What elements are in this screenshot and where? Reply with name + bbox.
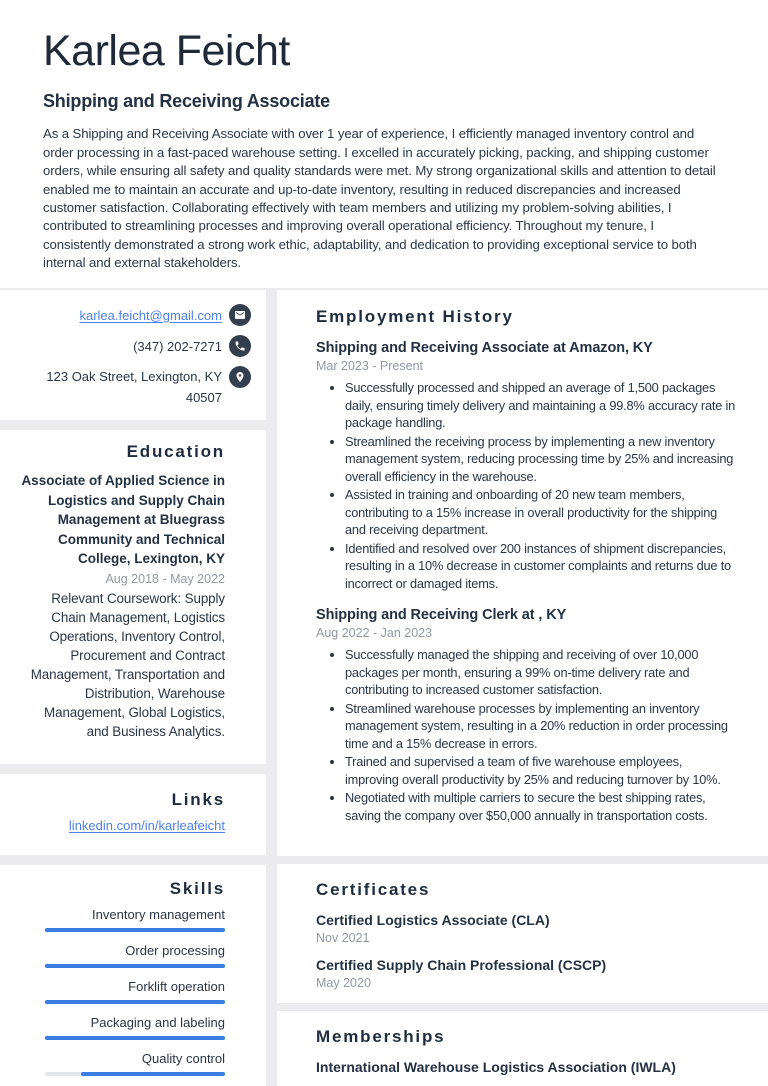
skills-section <box>0 865 266 1086</box>
resume-header <box>0 0 768 288</box>
job-bullet: • Successfully managed the shipping and receiving of over 10,000 packages per month, ensuring a 99% on-time delivery rate and contributing to increased customer satisfaction. <box>345 646 736 699</box>
education-section <box>0 430 266 764</box>
job-bullet: • Assisted in training and onboarding of 20 new team members, contributing to a 15% increase in overall productivity for the shipping and receiving department. <box>345 486 736 539</box>
job-bullet: • Trained and supervised a team of five warehouse employees, improving overall productivity by 25% and reducing turnover by 10%. <box>345 753 736 788</box>
skill-item <box>45 979 225 1004</box>
education-heading: Education <box>126 442 225 461</box>
job-title: Shipping and Receiving Associate at Amazon, KY <box>316 340 653 356</box>
memberships-section <box>277 1011 768 1086</box>
skill-item <box>45 1051 225 1076</box>
employment-section <box>277 290 768 856</box>
certificate-date: Nov 2021 <box>316 931 370 945</box>
contact-section <box>0 290 266 420</box>
job-bullet: • Negotiated with multiple carriers to secure the best shipping rates, saving the company over $50,000 annually in transportation costs. <box>345 789 736 824</box>
email-link[interactable]: karlea.feicht@gmail.com <box>79 307 222 323</box>
memberships-list <box>316 1059 736 1075</box>
profile-link[interactable]: linkedin.com/in/karleafeicht <box>68 818 225 833</box>
skill-bar <box>45 1072 225 1076</box>
certificate-entry <box>316 912 736 945</box>
skill-label: Order processing <box>125 943 225 958</box>
certificates-section <box>277 864 768 1003</box>
skill-bar-fill <box>45 928 225 932</box>
skill-bar-fill <box>45 964 225 968</box>
skill-label: Packaging and labeling <box>90 1015 225 1030</box>
phone-number: (347) 202-7271 <box>133 338 222 354</box>
sidebar <box>0 290 266 1086</box>
job-entry <box>316 340 736 592</box>
contact-row-phone <box>20 335 251 357</box>
skill-item <box>45 1015 225 1040</box>
resume-body <box>0 290 768 1086</box>
certificates-list <box>316 912 736 990</box>
envelope-icon <box>229 304 251 326</box>
links-section <box>0 774 266 855</box>
job-title: Shipping and Receiving Clerk at , KY <box>316 607 567 623</box>
phone-icon <box>229 335 251 357</box>
jobs-list <box>316 340 736 824</box>
address-line1: 123 Oak Street, Lexington, KY <box>46 369 222 384</box>
address-line2: 40507 <box>185 390 222 405</box>
certificates-heading: Certificates <box>316 880 431 899</box>
skill-bar-fill <box>45 1036 225 1040</box>
job-bullet: • Successfully processed and shipped an average of 1,500 packages daily, ensuring timely delivery and maintaining a 99.8% accuracy rate in package handling. <box>345 379 736 432</box>
membership-title: International Warehouse Logistics Association (IWLA) <box>316 1059 676 1075</box>
job-bullets <box>316 379 736 592</box>
job-entry <box>316 607 736 824</box>
skill-bar-fill <box>81 1072 225 1076</box>
skill-bar-fill <box>45 1000 225 1004</box>
job-bullet: • Streamlined warehouse processes by implementing an inventory management system, resulting in a 20% reduction in order processing time and a 15% decrease in errors. <box>345 700 736 753</box>
profile-summary: As a Shipping and Receiving Associate with over 1 year of experience, I efficiently managed inventory control and order processing in a fast-paced warehouse setting. I excelled in accurately picking, packing, and shipping customer orders, while ensuring all safety and quality standards were met. My strong organizational skills and attention to detail enabled me to maintain an accurate and up-to-date inventory, resulting in reduced discrepancies and increased customer satisfaction. Collaborating effectively with team members and utilizing my problem-solving abilities, I contributed to streamlining processes and improving overall operational efficiency. Throughout my tenure, I consistently demonstrated a strong work ethic, adaptability, and dedication to providing exceptional service to both internal and external stakeholders. <box>43 126 716 271</box>
skill-label: Inventory management <box>92 907 225 922</box>
job-dates: Mar 2023 - Present <box>316 359 423 373</box>
map-pin-icon <box>229 366 251 388</box>
education-description: Relevant Coursework: Supply Chain Management, Logistics Operations, Inventory Control, Procurement and Contract Management, Transportation and Distribution, Warehouse Management, Global Logistics, and Business Analytics. <box>30 590 225 739</box>
skill-item <box>45 943 225 968</box>
certificate-title: Certified Logistics Associate (CLA) <box>316 912 550 928</box>
links-heading: Links <box>171 790 225 809</box>
main-column <box>277 290 768 1086</box>
job-dates: Aug 2022 - Jan 2023 <box>316 626 433 640</box>
skill-bar <box>45 1000 225 1004</box>
skill-label: Forklift operation <box>128 979 225 994</box>
job-bullet: • Streamlined the receiving process by implementing a new inventory management system, reducing processing time by 25% and increasing overall efficiency in the warehouse. <box>345 433 736 486</box>
employment-heading: Employment History <box>316 307 514 326</box>
skills-list <box>45 907 225 1076</box>
links-list <box>20 817 225 835</box>
skill-label: Quality control <box>141 1051 225 1066</box>
job-bullet: • Identified and resolved over 200 instances of shipment discrepancies, resulting in a 10% decrease in customer complaints and returns due to incorrect or damaged items. <box>345 540 736 593</box>
certificate-title: Certified Supply Chain Professional (CSCP) <box>316 957 607 973</box>
contact-row-email <box>20 304 251 326</box>
skill-bar <box>45 964 225 968</box>
certificate-entry <box>316 957 736 990</box>
education-dates: Aug 2018 - May 2022 <box>105 571 225 586</box>
job-bullets <box>316 646 736 824</box>
candidate-name: Karlea Feicht <box>43 27 290 75</box>
education-degree: Associate of Applied Science in Logistics and Supply Chain Management at Bluegrass Community and Technical College, Lexington, KY <box>21 473 225 566</box>
certificate-date: May 2020 <box>316 976 371 990</box>
skills-heading: Skills <box>169 879 225 898</box>
skill-item <box>45 907 225 932</box>
skill-bar <box>45 1036 225 1040</box>
address-text <box>46 366 222 408</box>
contact-row-address <box>20 366 251 408</box>
memberships-heading: Memberships <box>316 1027 446 1046</box>
candidate-job-title: Shipping and Receiving Associate <box>43 91 330 112</box>
skill-bar <box>45 928 225 932</box>
